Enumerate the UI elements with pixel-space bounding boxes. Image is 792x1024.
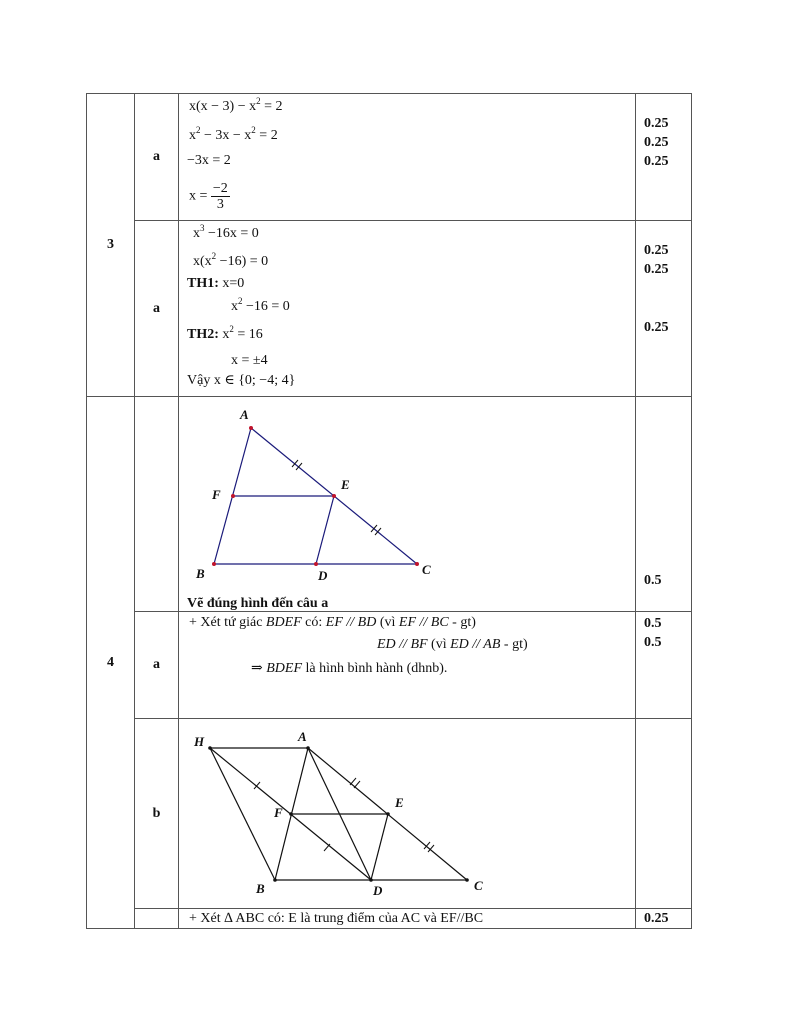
equation-line: $x^3 -16x = 0$ (193, 223, 259, 241)
equation-line: $x^2 -16 = 0$ (231, 296, 290, 314)
equation-line: TH2: $x^2 = 16$ (187, 324, 263, 342)
vertex-label: B (256, 881, 265, 896)
score-value: 0.25 (644, 135, 669, 150)
score-value: 0.5 (644, 616, 662, 631)
q4-row-b-proof (87, 909, 692, 929)
score-value: 0.25 (644, 116, 669, 131)
score-value: 0.25 (644, 910, 669, 926)
part-label (135, 909, 179, 929)
proof-line: ED // BF (vì ED // AB - gt) (377, 637, 528, 652)
proof-line: ⇒ BDEF là hình bình hành (dhnb). (251, 661, 448, 676)
vertex-label: E (395, 795, 404, 810)
question-number: 3 (87, 94, 135, 397)
fraction: $\frac{-2}{3}$ (212, 181, 228, 212)
equation-line: $x(x - 3) - x^2 = 2$ (189, 96, 283, 114)
score-value: 0.25 (644, 243, 669, 258)
score-value: 0.25 (644, 320, 669, 335)
solution-cell (179, 612, 636, 719)
score-value: 0.5 (644, 635, 662, 650)
vertex-label: E (341, 477, 350, 492)
vertex-label: F (274, 805, 283, 820)
score-cell (636, 221, 692, 397)
vertex-label: D (318, 568, 328, 583)
vertex-label: C (422, 562, 431, 577)
equation-line: $x(x^2 -16) = 0$ (193, 251, 269, 269)
triangle-figure (179, 397, 636, 611)
figure-cell (179, 397, 636, 612)
equation-line: TH1: x=0 (187, 276, 245, 291)
equation-line: x = $\frac{-2}{3}$ (189, 181, 228, 212)
solution-cell (179, 909, 636, 929)
score-cell (636, 397, 692, 612)
vertex-label: C (474, 878, 483, 893)
vertex-label: B (196, 566, 205, 581)
vertex-label: A (240, 407, 249, 422)
parallelogram-figure (179, 719, 636, 908)
proof-line: + Xét ∆ ABC có: E là trung điểm của AC và EF//BC (189, 910, 484, 926)
score-cell (636, 612, 692, 719)
question-number: 4 (87, 397, 135, 929)
part-label (135, 397, 179, 612)
score-value: 0.25 (644, 262, 669, 277)
solution-cell (179, 94, 636, 221)
score-value: 0.5 (644, 573, 662, 588)
vertex-label: H (194, 734, 205, 749)
q4-row-figure (87, 397, 692, 612)
part-label: a (135, 94, 179, 221)
part-label: a (135, 612, 179, 719)
score-cell (636, 94, 692, 221)
figure-caption: Vẽ đúng hình đến câu a (187, 596, 329, 611)
q4-row-b (87, 719, 692, 909)
equation-line: −3x = 2 (187, 153, 231, 168)
vertex-label: F (212, 487, 221, 502)
equation-line: $x^2 - 3x - x^2 = 2$ (189, 125, 278, 143)
score-cell (636, 719, 692, 909)
figure-cell (179, 719, 636, 909)
vertex-label: A (298, 729, 307, 744)
q3-row-a2 (87, 221, 692, 397)
score-cell (636, 909, 692, 929)
vertex-label: D (373, 883, 383, 898)
part-label: b (135, 719, 179, 909)
q4-row-a (87, 612, 692, 719)
score-value: 0.25 (644, 154, 669, 169)
solution-cell (179, 221, 636, 397)
conclusion-line: Vậy x ∈ {0; −4; 4} (187, 373, 296, 388)
proof-line: + Xét tứ giác BDEF có: EF // BD (vì EF // BC - gt) (189, 615, 476, 630)
equation-line: x = ±4 (231, 353, 268, 368)
q3-row-a1 (87, 94, 692, 221)
part-label: a (135, 221, 179, 397)
answer-table (86, 93, 692, 929)
